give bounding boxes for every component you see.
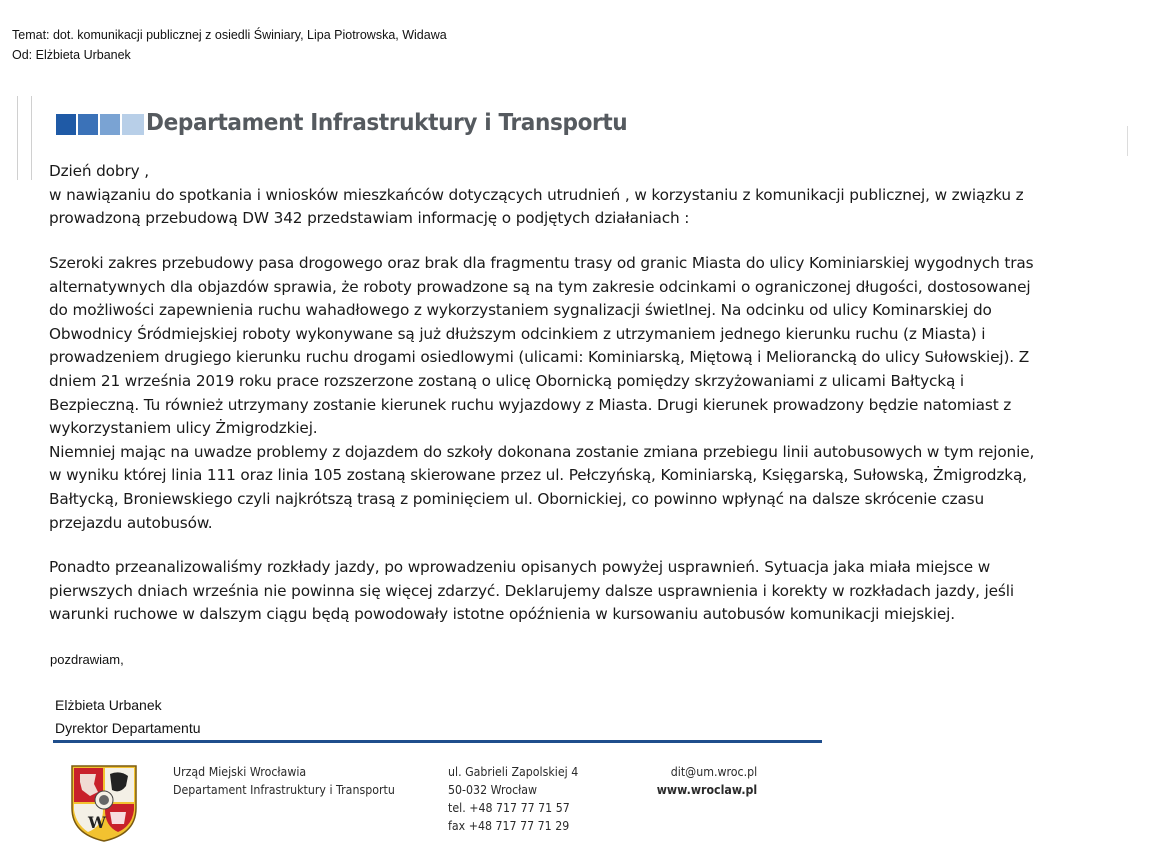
text-line: Bałtycką, Broniewskiego czyli najkrótszą trasą z pominięciem ul. Obornickiej, co powinno wpłynąć na dalsze skrócenie czasu <box>49 489 985 508</box>
text-line: prowadzeniem drugiego kierunku ruchu drogami osiedlowymi (ulicami: Kominiarską, Miętową i Meliorancką do ulicy Sułowskiej). Z <box>49 348 1030 367</box>
footer-email[interactable]: dit@um.wroc.pl <box>670 765 757 779</box>
svg-text:W: W <box>88 813 106 832</box>
footer-contact <box>657 763 757 799</box>
logo-block-1 <box>56 114 76 135</box>
wroclaw-coat-of-arms-icon <box>70 764 138 842</box>
address-line: tel. +48 717 77 71 57 <box>448 801 570 815</box>
intro-line: w nawiązaniu do spotkania i wniosków mieszkańców dotyczących utrudnień , w korzystaniu z komunikacji publicznej, w związku z <box>49 185 1024 204</box>
text-line: pierwszych dniach września nie powinna się więcej zdarzyć. Deklarujemy dalsze usprawnienia i korekty w rozkładach jazdy, jeśli <box>49 581 1014 600</box>
logo-block-2 <box>78 114 98 135</box>
paragraph-2 <box>49 556 1134 627</box>
paragraph-1 <box>49 252 1134 535</box>
footer-organization <box>173 763 395 799</box>
text-line: Ponadto przeanalizowaliśmy rozkłady jazdy, po wprowadzeniu opisanych powyżej usprawnień. Sytuacja jaka miała miejsce w <box>49 558 991 576</box>
logo-block-4 <box>122 114 144 135</box>
signature-name: Elżbieta Urbanek <box>55 697 162 713</box>
text-line: w wyniku której linia 111 oraz linia 105 zostaną skierowane przez ul. Pełczyńską, Kominiarską, Księgarską, Sułowską, Żmigrodzką, <box>49 466 1027 485</box>
text-line: do możliwości zapewnienia ruchu wahadłowego z wykorzystaniem sygnalizacji świetlnej. Na odcinku od ulicy Kominarskiej do <box>49 301 992 320</box>
signature-title: Dyrektor Departamentu <box>55 720 201 736</box>
text-line: dniem 21 września 2019 roku prace rozszerzone zostaną o ulicę Obornicką pomiędzy skrzyżowaniami z ulicami Bałtycką i <box>49 371 964 390</box>
text-line: warunki ruchowe w dalszym ciągu będą powodowały istotne opóźnienia w kursowaniu autobusów komunikacji miejskiej. <box>49 605 955 624</box>
text-line: wykorzystaniem ulicy Żmigrodzkiej. <box>49 419 318 438</box>
intro-line: prowadzoną przebudową DW 342 przedstawiam informację o podjętych działaniach : <box>49 209 690 228</box>
department-title: Departament Infrastruktury i Transportu <box>146 110 628 136</box>
text-line: Obwodnicy Śródmiejskiej roboty wykonywane są już dłuższym odcinkiem z utrzymaniem jednego kierunku ruchu (z Miasta) i <box>49 324 986 343</box>
text-line: Szeroki zakres przebudowy pasa drogowego oraz brak dla fragmentu trasy od granic Miasta do ulicy Kominiarskiej wygodnych tras <box>49 254 1034 272</box>
text-line: przejazdu autobusów. <box>49 513 213 532</box>
address-line: 50-032 Wrocław <box>448 783 538 797</box>
org-line: Departament Infrastruktury i Transportu <box>173 783 395 797</box>
divider <box>1127 126 1128 156</box>
text-line: Bezpieczną. Tu również utrzymany zostanie kierunek ruchu wyjazdowy z Miasta. Drugi kierunek prowadzony będzie natomiast z <box>49 395 1012 414</box>
letter-body <box>49 160 1134 231</box>
greeting: Dzień dobry , <box>49 162 149 180</box>
logo-block-3 <box>100 114 120 135</box>
signature-divider <box>53 740 822 743</box>
email-sender: Od: Elżbieta Urbanek <box>12 48 131 62</box>
address-line: fax +48 717 77 71 29 <box>448 819 570 833</box>
footer-website[interactable]: www.wroclaw.pl <box>656 783 757 797</box>
org-line: Urząd Miejski Wrocławia <box>173 765 307 779</box>
department-logo-icon <box>56 114 144 135</box>
email-subject: Temat: dot. komunikacji publicznej z osiedli Świniary, Lipa Piotrowska, Widawa <box>12 28 447 42</box>
text-line: alternatywnych dla objazdów sprawia, że roboty prowadzone są na tym zakresie odcinkami o ograniczonej długości, dostosowanej <box>49 277 1031 296</box>
text-line: Niemniej mając na uwadze problemy z dojazdem do szkoły dokonana zostanie zmiana przebiegu linii autobusowych w tym rejonie, <box>49 442 1035 461</box>
quote-border-inner <box>31 96 32 180</box>
quote-border <box>17 96 18 180</box>
footer-address <box>448 763 578 835</box>
address-line: ul. Gabrieli Zapolskiej 4 <box>448 765 579 779</box>
closing: pozdrawiam, <box>50 652 124 667</box>
